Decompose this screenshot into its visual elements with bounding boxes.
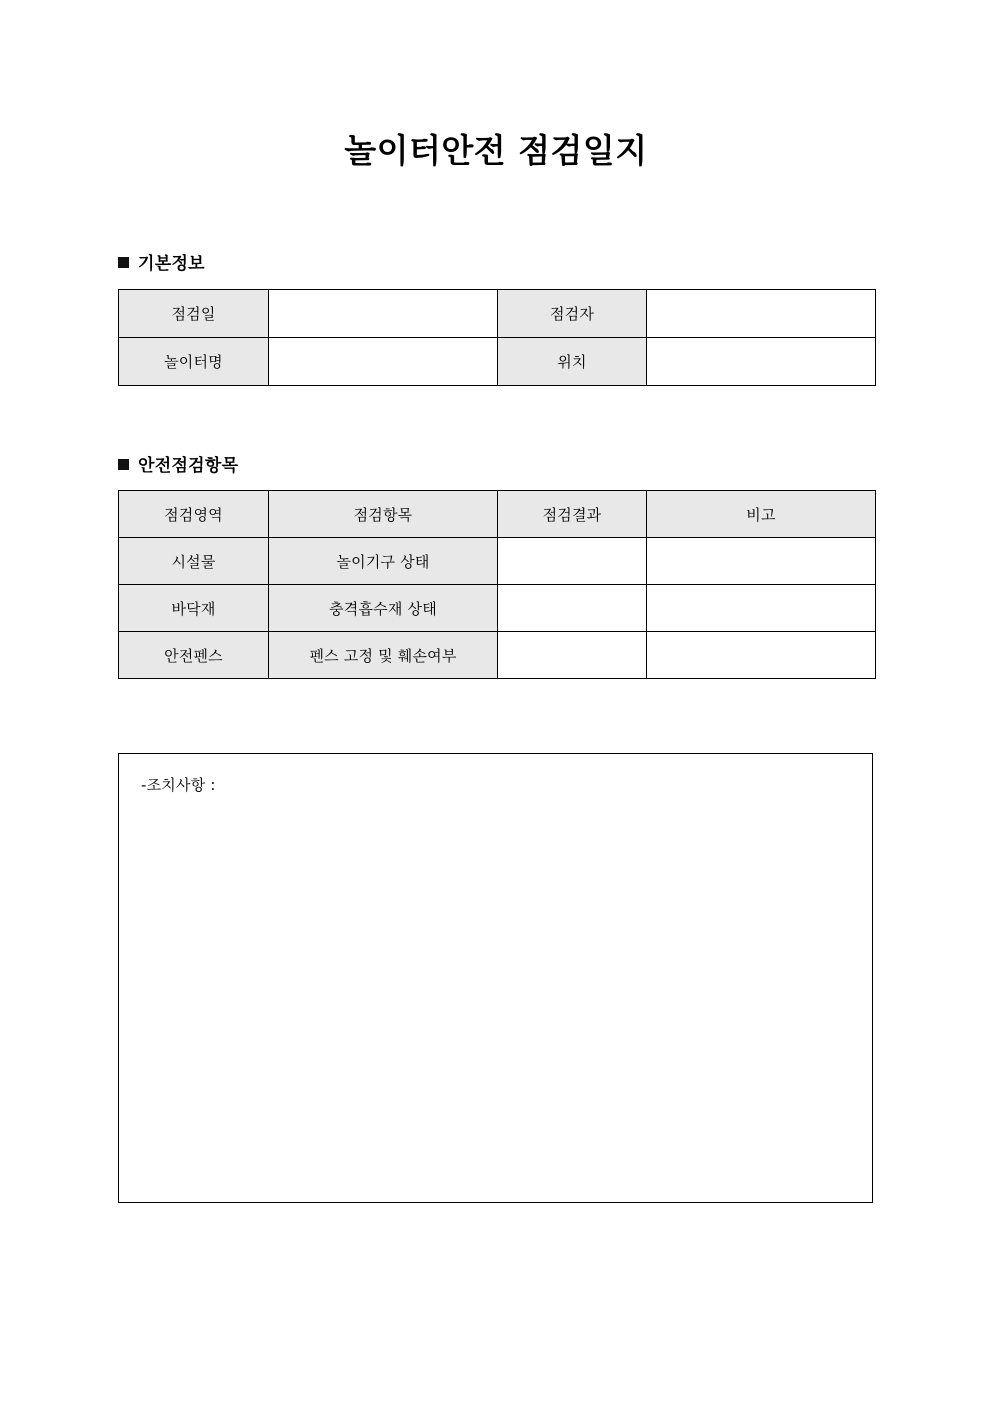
inspection-item-flooring: 충격흡수재 상태 <box>269 585 498 632</box>
inspection-remark-safety-fence[interactable] <box>647 632 876 679</box>
basic-info-label-inspection-date: 점검일 <box>119 290 269 338</box>
table-row <box>119 290 876 338</box>
inspection-result-facility[interactable] <box>498 538 647 585</box>
section-heading-basic-info <box>118 249 205 274</box>
filled-square-bullet-icon <box>118 257 129 268</box>
column-header-area: 점검영역 <box>119 491 269 538</box>
inspection-remark-facility[interactable] <box>647 538 876 585</box>
table-row <box>119 585 876 632</box>
basic-info-label-playground-name: 놀이터명 <box>119 338 269 386</box>
inspection-area-facility: 시설물 <box>119 538 269 585</box>
inspection-area-safety-fence: 안전펜스 <box>119 632 269 679</box>
table-row <box>119 338 876 386</box>
column-header-item: 점검항목 <box>269 491 498 538</box>
filled-square-bullet-icon <box>118 459 129 470</box>
basic-info-label-inspector: 점검자 <box>498 290 647 338</box>
section-heading-inspection-items <box>118 451 238 476</box>
basic-info-value-inspection-date[interactable] <box>269 290 498 338</box>
inspection-result-flooring[interactable] <box>498 585 647 632</box>
inspection-area-flooring: 바닥재 <box>119 585 269 632</box>
section-heading-inspection-items-label: 안전점검항목 <box>138 456 239 476</box>
column-header-remark: 비고 <box>647 491 876 538</box>
basic-info-value-playground-name[interactable] <box>269 338 498 386</box>
inspection-remark-flooring[interactable] <box>647 585 876 632</box>
basic-info-value-location[interactable] <box>647 338 876 386</box>
basic-info-value-inspector[interactable] <box>647 290 876 338</box>
page-title: 놀이터안전 점검일지 <box>344 131 648 170</box>
basic-info-table <box>118 289 876 386</box>
column-header-result: 점검결과 <box>498 491 647 538</box>
table-row <box>119 632 876 679</box>
inspection-result-safety-fence[interactable] <box>498 632 647 679</box>
table-row <box>119 538 876 585</box>
section-heading-basic-info-label: 기본정보 <box>138 254 205 274</box>
action-items-label: -조치사항 : <box>141 776 216 794</box>
inspection-items-table <box>118 490 876 679</box>
inspection-item-safety-fence: 펜스 고정 및 훼손여부 <box>269 632 498 679</box>
inspection-item-facility: 놀이기구 상태 <box>269 538 498 585</box>
action-items-box[interactable] <box>118 753 873 1203</box>
table-header-row <box>119 491 876 538</box>
basic-info-label-location: 위치 <box>498 338 647 386</box>
